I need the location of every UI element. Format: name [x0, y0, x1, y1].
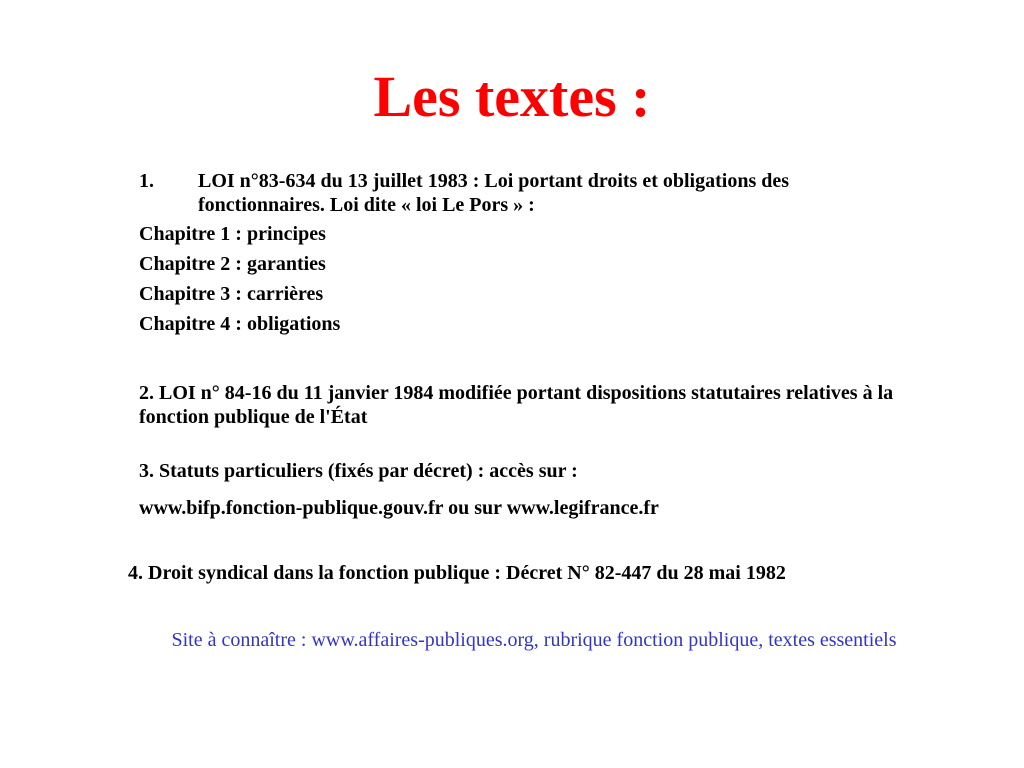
chapter-3: Chapitre 3 : carrières — [139, 283, 324, 305]
chapter-4: Chapitre 4 : obligations — [139, 313, 341, 335]
chapter-1: Chapitre 1 : principes — [139, 223, 326, 245]
page-title: Les textes : — [373, 64, 651, 129]
list-item-1-number: 1. — [139, 170, 154, 192]
list-item-3-links: www.bifp.fonction-publique.gouv.fr ou sur www.legifrance.fr — [139, 497, 659, 519]
site-note: Site à connaître : www.affaires-publiques.org, rubrique fonction publique, textes essentiels — [171, 629, 897, 651]
list-item-4: 4. Droit syndical dans la fonction publique : Décret N° 82-447 du 28 mai 1982 — [128, 562, 786, 584]
list-item-1-text: LOI n°83-634 du 13 juillet 1983 : Loi portant droits et obligations des fonctionnaires. Loi dite « loi Le Pors » : — [198, 170, 790, 216]
chapter-2: Chapitre 2 : garanties — [139, 253, 326, 275]
list-item-2: 2. LOI n° 84-16 du 11 janvier 1984 modifiée portant dispositions statutaires relatives à la fonction publique de l'État — [139, 382, 894, 428]
list-item-3: 3. Statuts particuliers (fixés par décret) : accès sur : — [139, 460, 578, 482]
